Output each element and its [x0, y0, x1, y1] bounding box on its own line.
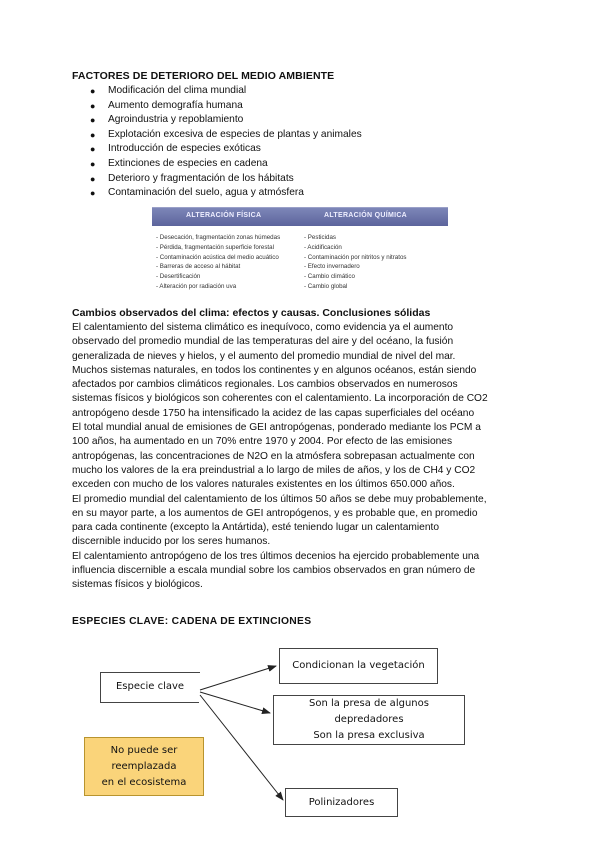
text-line: El total mundial anual de emisiones de GEI antropógenas, ponderado mediante los PCM a	[72, 422, 481, 434]
keystone-species-box	[100, 672, 199, 703]
list-item: ● Modificación del clima mundial	[72, 84, 432, 99]
table-cell: - Desertificación	[156, 273, 201, 281]
bullet-icon: ●	[90, 188, 96, 199]
table-cell: - Desecación, fragmentación zonas húmedas	[156, 234, 281, 241]
list-item: ● Contaminación del suelo, agua y atmósfera	[72, 186, 432, 201]
text-line: antropógenas, las concentraciones de N2O en la atmósfera sobrepasan actualmente con	[72, 450, 475, 462]
bullet-icon: ●	[90, 115, 96, 126]
text-line: generalizada de nieves y hielos, y el aumento del promedio mundial de nivel del mar.	[72, 350, 456, 362]
header-chemical: ALTERACIÓN QUÍMICA	[324, 212, 408, 219]
text-line: observado del promedio mundial de las temperaturas del aire y del océano, la fusión	[72, 336, 454, 348]
text-line: El calentamiento antropógeno de los tres últimos decenios ha ejercido probablemente una	[72, 550, 480, 562]
note-line-2: reemplazada	[111, 760, 177, 772]
section-title-factores: FACTORES DE DETERIORO DEL MEDIO AMBIENTE	[72, 70, 335, 82]
list-item: ● Deterioro y fragmentación de los hábitats	[72, 172, 432, 187]
bullet-icon: ●	[90, 158, 96, 169]
table-cell: - Contaminación por nitritos y nitratos	[304, 253, 407, 261]
keystone-label: Especie clave	[115, 681, 185, 692]
note-line-1: No puede ser	[110, 744, 178, 756]
text-line: discernible inducido por los seres humanos.	[72, 536, 271, 548]
text-line: para cada continente (excepto la Antártida), esté teniendo lugar un calentamiento	[72, 522, 439, 534]
text-line: afectados por cambios climáticos regionales. Los cambios observados en numerosos	[72, 379, 458, 391]
header-physical: ALTERACIÓN FÍSICA	[186, 212, 262, 219]
text-line: Muchos sistemas naturales, en todos los continentes y en algunos océanos, están siendo	[72, 364, 477, 376]
table-cell: - Acidificación	[304, 243, 342, 251]
prey-label-1: Son la presa de algunos depredadores	[309, 698, 429, 725]
bullet-icon: ●	[90, 100, 96, 111]
section-title-especies: ESPECIES CLAVE: CADENA DE EXTINCIONES	[72, 616, 312, 627]
table-cell: - Pérdida, fragmentación superficie forestal	[156, 243, 274, 251]
bullet-icon: ●	[90, 173, 96, 184]
note-line-3: en el ecosistema	[101, 776, 187, 788]
pollinators-box	[285, 788, 398, 817]
prey-box	[273, 695, 465, 745]
list-item: ● Aumento demografía humana	[72, 99, 432, 114]
pollinators-label: Polinizadores	[308, 796, 375, 808]
vegetation-label: Condicionan la vegetación	[292, 660, 425, 671]
text-line: El promedio mundial del calentamiento de los últimos 50 años se debe muy probablemente,	[72, 493, 487, 505]
text-line: antropógeno desde 1750 ha intensificado la acidez de las capas superficiales del océano	[72, 407, 475, 419]
list-item: ● Agroindustria y repoblamiento	[72, 113, 432, 128]
arrow-to-pollinators	[200, 695, 283, 800]
table-cell: - Contaminación acústica del medio acuático	[156, 253, 279, 261]
arrow-to-prey	[200, 692, 270, 713]
bullet-icon: ●	[90, 144, 96, 155]
vegetation-box	[279, 648, 438, 684]
irreplaceable-note	[84, 737, 204, 796]
text-line: 100 años, ha aumentado en un 70% entre 1970 y 2004. Por efecto de las emisiones	[72, 436, 453, 448]
table-cell: - Cambio global	[304, 282, 348, 290]
list-item: ● Introducción de especies exóticas	[72, 142, 432, 157]
list-item: ● Explotación excesiva de especies de plantas y animales	[72, 128, 432, 143]
table-cell: - Alteración por radiación uva	[156, 282, 237, 290]
table-cell: - Cambio climático	[304, 273, 355, 281]
table-cell: - Barreras de acceso al hábitat	[156, 263, 241, 271]
text-line: El calentamiento del sistema climático es inequívoco, como evidencia ya el aumento	[72, 322, 454, 333]
arrow-to-vegetation	[200, 666, 276, 690]
text-line: sistemas físicos y biológicos.	[72, 579, 203, 591]
table-cell: - Pesticidas	[304, 234, 336, 241]
bullet-icon: ●	[90, 129, 96, 140]
text-line: exceden con mucho de los valores naturales existentes en los últimos 650.000 años.	[72, 479, 455, 491]
prey-label-2: Son la presa exclusiva	[313, 730, 425, 741]
table-cell: - Efecto invernadero	[304, 263, 360, 271]
text-line: influencia discernible a escala mundial sobre los cambios observados en gran número de	[72, 565, 476, 577]
text-line: mucho los valores de la era preindustrial a lo largo de miles de años, y los de CH4 y CO2	[72, 464, 476, 476]
list-item: ● Extinciones de especies en cadena	[72, 157, 432, 172]
text-line: en su mayor parte, a los aumentos de GEI antropógenos, y es probable que, en promedio	[72, 507, 478, 519]
section-title-cambios: Cambios observados del clima: efectos y causas. Conclusiones sólidas	[72, 307, 431, 319]
bullet-icon: ●	[90, 86, 96, 96]
text-line: sistemas físicos y biológicos son coherentes con el calentamiento. La incorporación de CO2	[72, 393, 488, 405]
